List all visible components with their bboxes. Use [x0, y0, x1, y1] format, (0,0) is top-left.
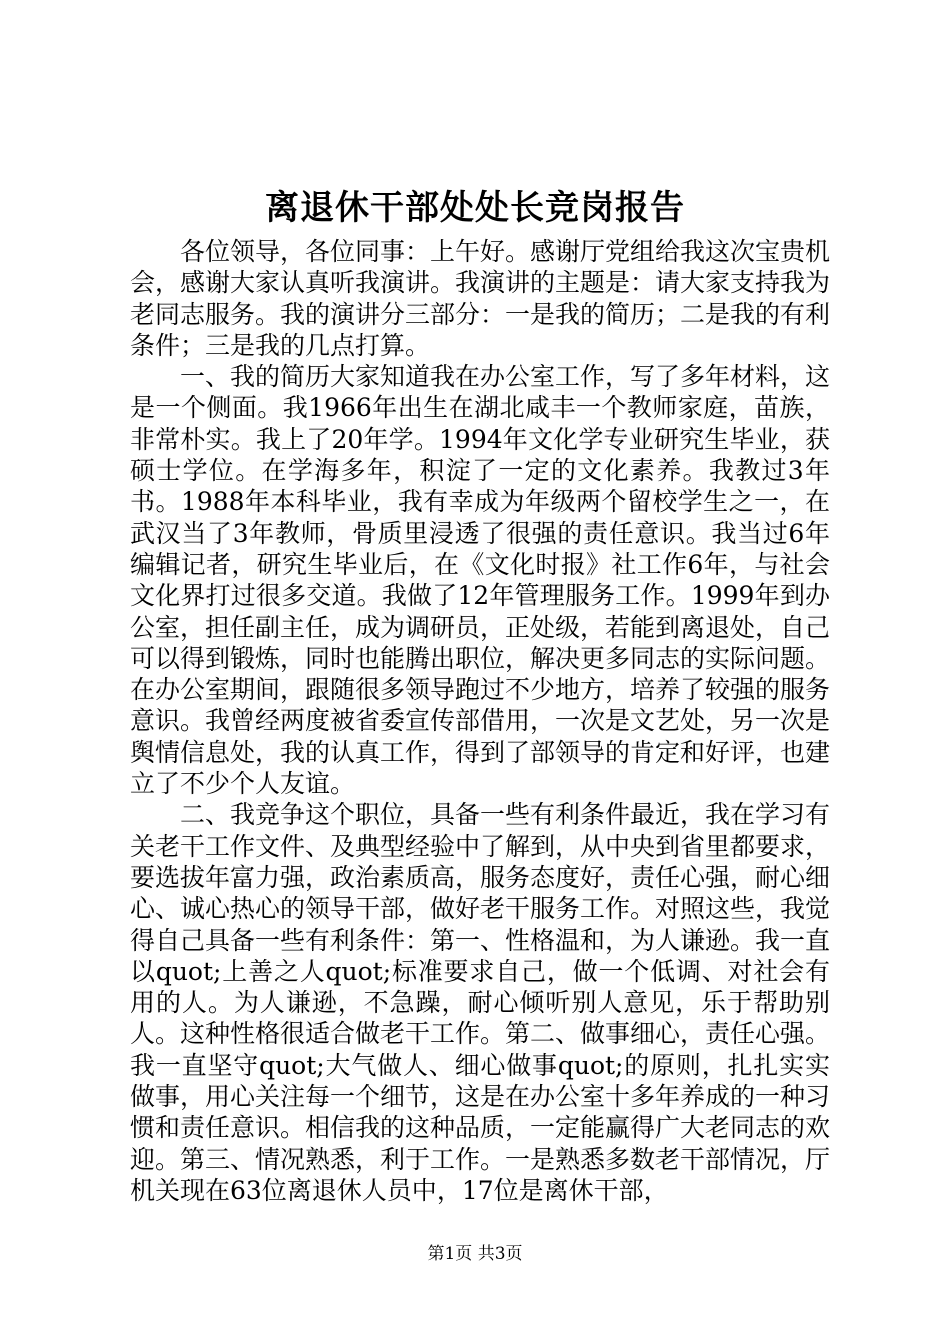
- document-title: 离退休干部处处长竞岗报告: [265, 188, 685, 228]
- document-body: [130, 236, 830, 1206]
- page-footer: 第1页 共3页: [427, 1244, 523, 1264]
- paragraph-greeting: 各位领导，各位同事：上午好。感谢厅党组给我这次宝贵机会，感谢大家认真听我演讲。我演讲的主题是：请大家支持我为老同志服务。我的演讲分三部分：一是我的简历；二是我的有利条件；三是我的几点打算。: [130, 237, 831, 360]
- paragraph-advantages: 二、我竞争这个职位，具备一些有利条件最近，我在学习有关老干工作文件、及典型经验中了解到，从中央到省里都要求，要选拔年富力强，政治素质高，服务态度好，责任心强，耐心细心、诚心热心的领导干部，做好老干服务工作。对照这些，我觉得自己具备一些有利条件：第一、性格温和，为人谦逊。我一直以quot;上善之人quot;标准要求自己，做一个低调、对社会有用的人。为人谦逊，不急躁，耐心倾听别人意见，乐于帮助别人。这种性格很适合做老干工作。第二、做事细心，责任心强。我一直坚守quot;大气做人、细心做事quot;的原则，扎扎实实做事，用心关注每一个细节，这是在办公室十多年养成的一种习惯和责任意识。相信我的这种品质，一定能赢得广大老同志的欢迎。第三、情况熟悉，利于工作。一是熟悉多数老干部情况，厅机关现在63位离退休人员中，17位是离休干部，: [130, 800, 831, 1205]
- paragraph-resume: 一、我的简历大家知道我在办公室工作，写了多年材料，这是一个侧面。我1966年出生在湖北咸丰一个教师家庭，苗族，非常朴实。我上了20年学。1994年文化学专业研究生毕业，获硕士学位。在学海多年，积淀了一定的文化素养。我教过3年书。1988年本科毕业，我有幸成为年级两个留校学生之一，在武汉当了3年教师，骨质里浸透了很强的责任意识。我当过6年编辑记者，研究生毕业后，在《文化时报》社工作6年，与社会文化界打过很多交道。我做了12年管理服务工作。1999年到办公室，担任副主任，成为调研员，正处级，若能到离退处，自己可以得到锻炼，同时也能腾出职位，解决更多同志的实际问题。在办公室期间，跟随很多领导跑过不少地方，培养了较强的服务意识。我曾经两度被省委宣传部借用，一次是文艺处，另一次是舆情信息处，我的认真工作，得到了部领导的肯定和好评，也建立了不少个人友谊。: [130, 362, 831, 799]
